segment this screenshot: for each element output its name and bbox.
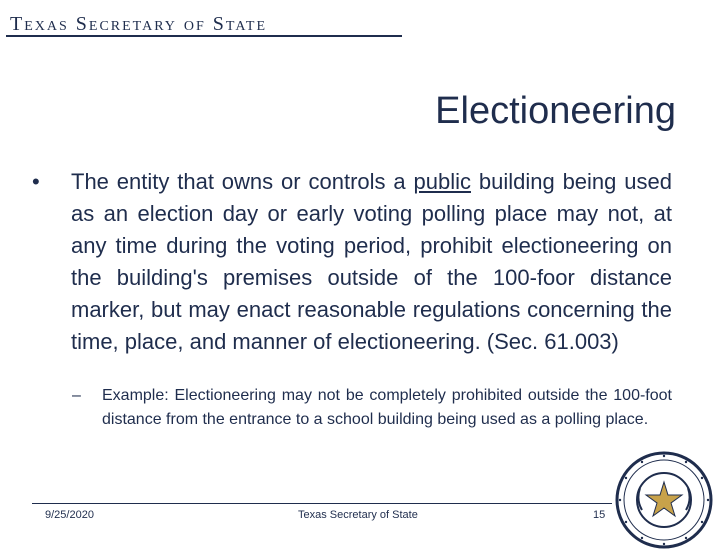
page-number: 15 — [593, 509, 606, 521]
header — [6, 8, 402, 38]
footer-organization: Texas Secretary of State — [298, 509, 418, 521]
sub-bullet-text: Example: Electioneering may not be completely prohibited outside the 100-foot distance from the entrance to a school building being used as a polling place. — [102, 387, 672, 428]
bullet-text-underlined: public — [413, 169, 471, 194]
sub-bullet-marker: – — [72, 387, 81, 404]
sub-bullet — [72, 384, 672, 432]
footer-divider — [32, 503, 612, 504]
slide-title: Electioneering — [435, 90, 676, 132]
bullet-text-after: building being used as an election day or early voting polling place may not, at any time during the voting period, prohibit electioneering on the building's premises outside of the 100-foor distance marker, but may enact reasonable regulations concerning the time, place, and manner of electioneering. (Sec. 61.003) — [71, 169, 672, 354]
bullet-text-before: The entity that owns or controls a — [71, 169, 414, 194]
texas-state-seal-icon — [614, 450, 714, 550]
header-title: Texas Secretary of State — [10, 13, 268, 35]
footer-date: 9/25/2020 — [45, 509, 94, 521]
main-bullet-text — [71, 166, 672, 358]
header-divider — [6, 35, 402, 37]
main-bullet — [32, 166, 672, 358]
bullet-marker: • — [32, 169, 40, 194]
